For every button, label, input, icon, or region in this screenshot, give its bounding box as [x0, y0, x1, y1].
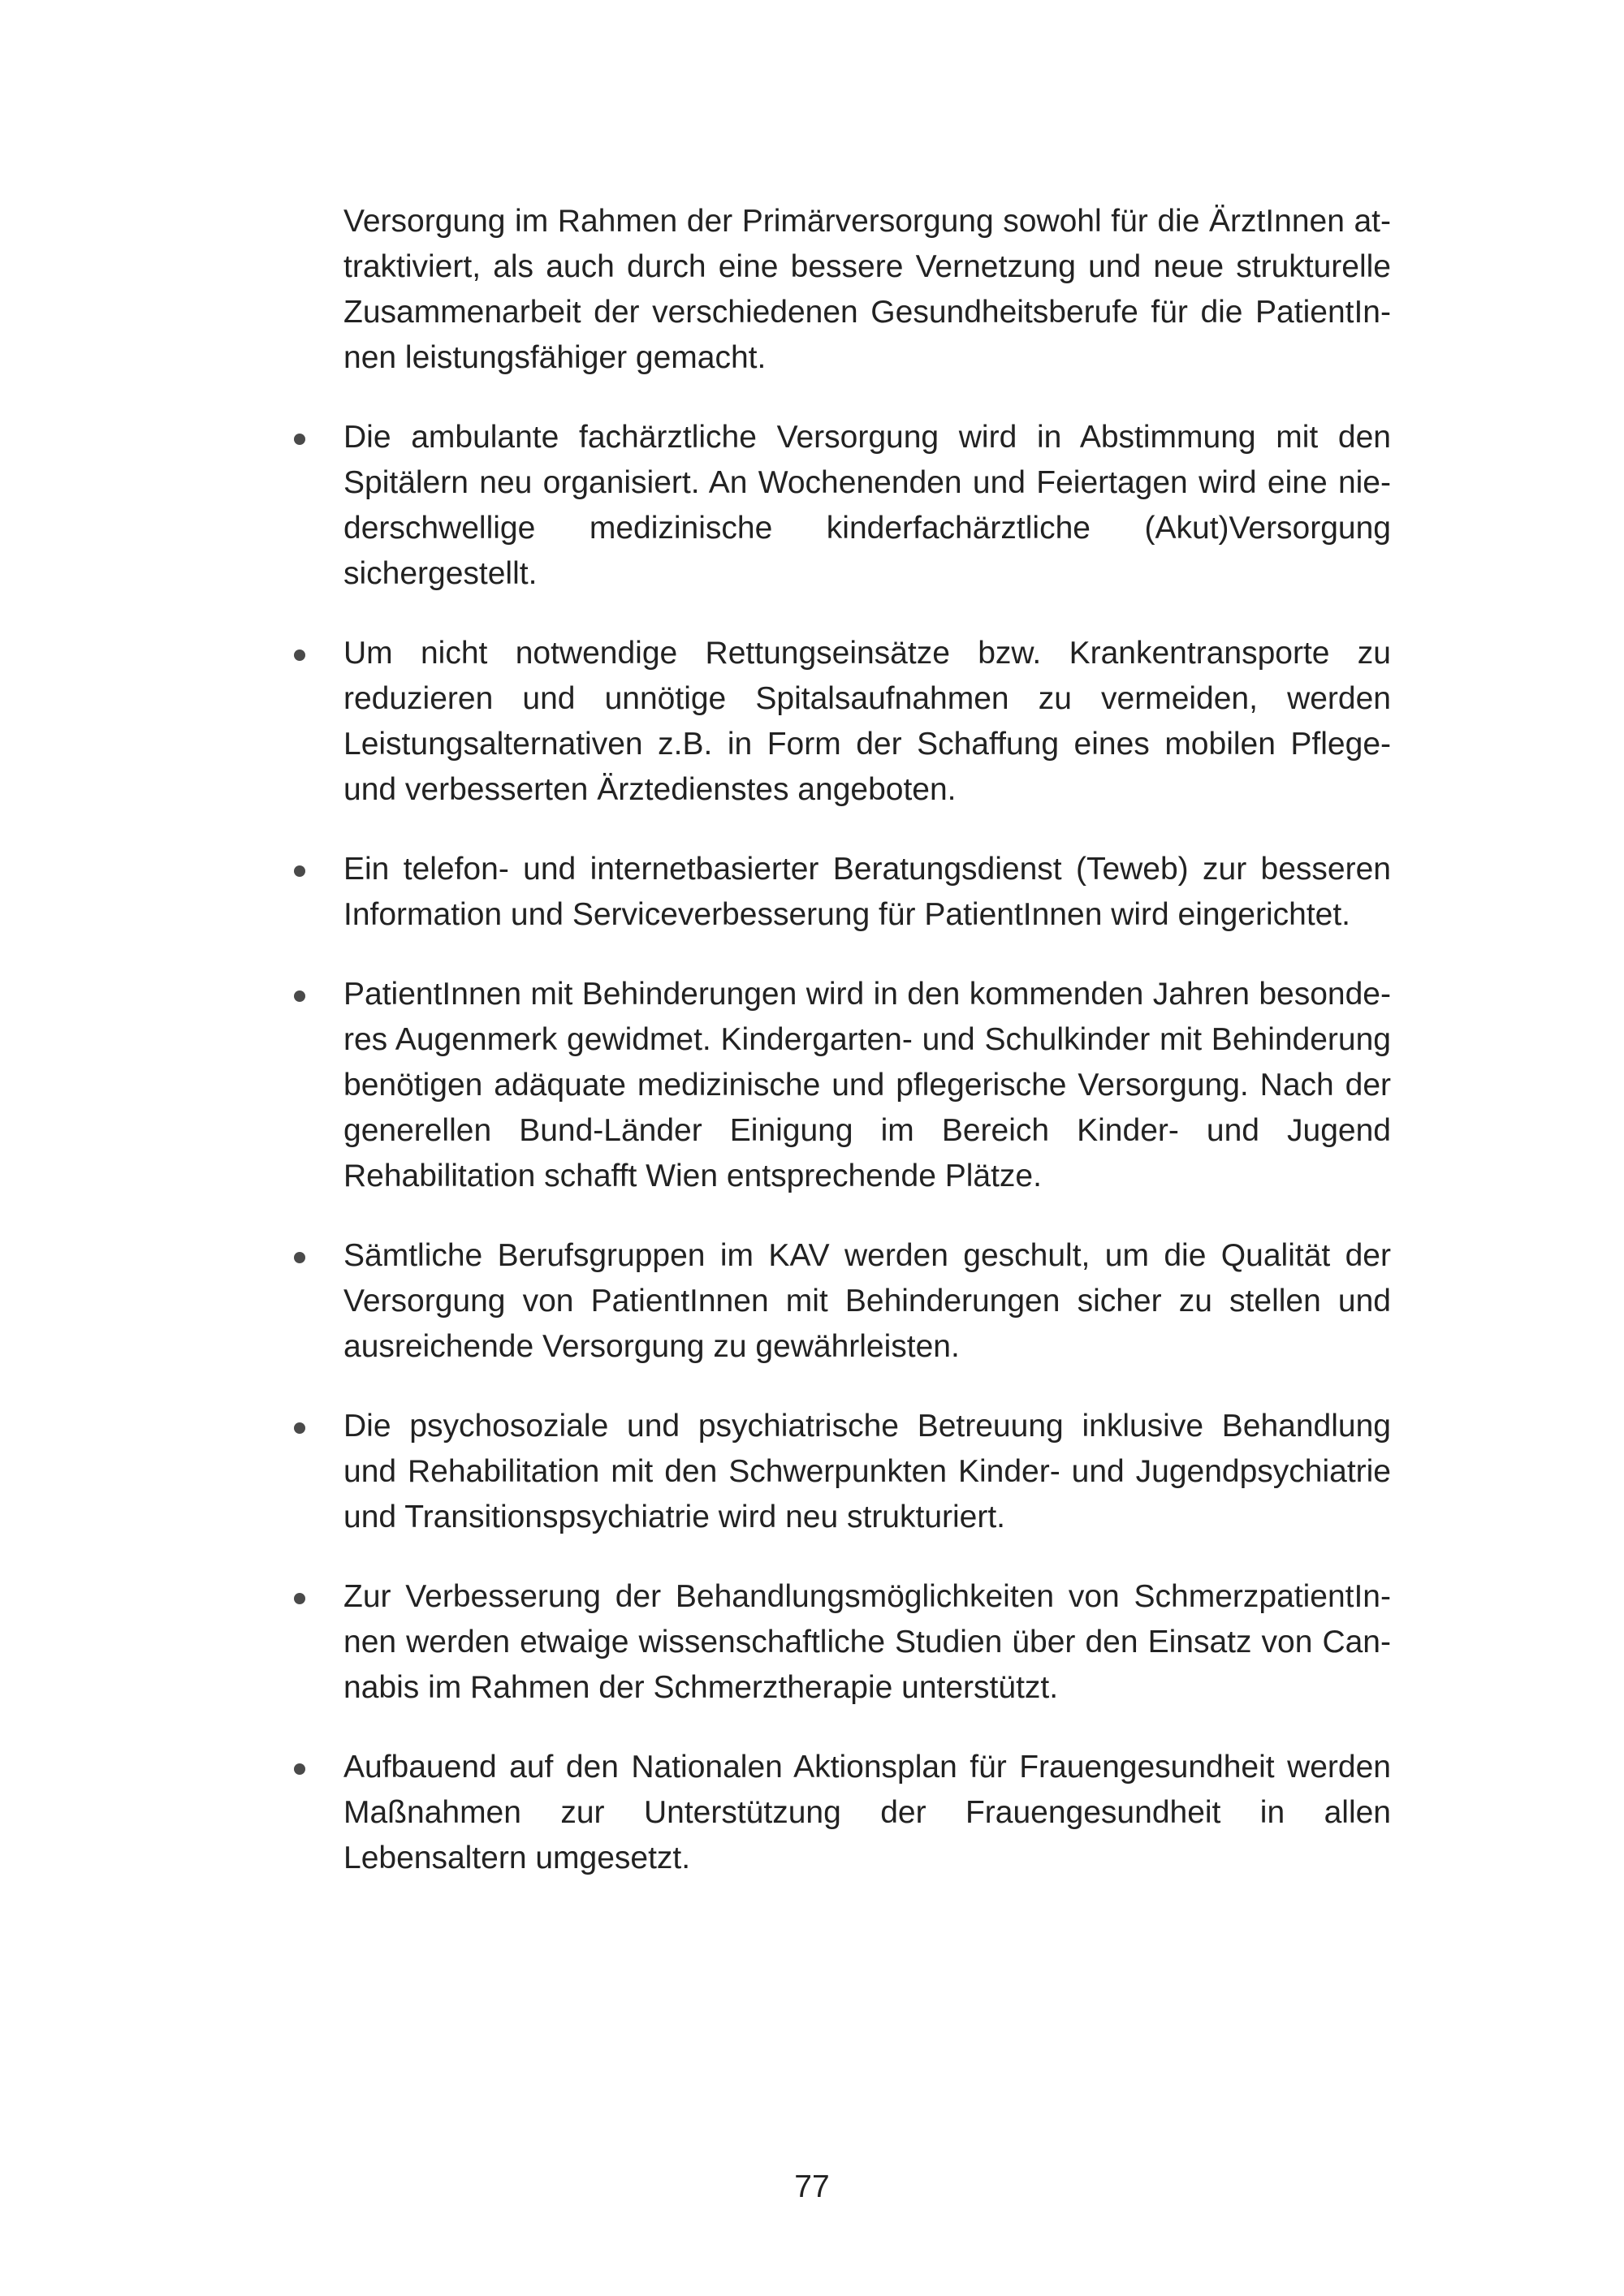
bullet-list: [343, 415, 1391, 1881]
list-item-text: Sämtliche Berufsgruppen im KAV werden geschult, um die Qualität der Versorgung von PatientInnen mit Behinderungen sicher zu stellen und ausreichende Versorgung zu gewährleisten.: [343, 1238, 1391, 1364]
list-item-text: Die psychosoziale und psychiatrische Betreuung inklusive Behandlung und Rehabilitation mit den Schwerpunkten Kinder- und Jugendpsychiatrie und Transitionspsychiatrie wird neu strukturiert.: [343, 1409, 1391, 1534]
bullet-icon: [294, 1593, 305, 1604]
list-item: [343, 631, 1391, 813]
bullet-icon: [294, 434, 305, 445]
list-item: [343, 415, 1391, 597]
list-item-text: Aufbauend auf den Nationalen Aktionsplan für Frauengesundheit werden Maßnahmen zur Unterstützung der Frauengesundheit in allen Lebensaltern umgesetzt.: [343, 1750, 1391, 1875]
list-item: [343, 1574, 1391, 1711]
list-item-text: PatientInnen mit Behinderungen wird in den kommenden Jahren besonderes Augenmerk gewidmet. Kindergarten- und Schulkinder mit Behinderung benötigen adäquate medizinische und pflegerische Versorgung. Nach der generellen Bund-Länder Einigung im Bereich Kinder- und Jugend Rehabilitation schafft Wien entsprechende Plätze.: [343, 977, 1391, 1193]
bullet-icon: [294, 1422, 305, 1434]
list-item: [343, 847, 1391, 938]
intro-paragraph: Versorgung im Rahmen der Primärversorgung sowohl für die ÄrztInnen attraktiviert, als auch durch eine bessere Vernetzung und neue strukturelle Zusammenarbeit der verschiedenen Gesundheitsberufe für die PatientInnen leistungsfähiger gemacht.: [343, 204, 1391, 375]
list-item: [343, 1745, 1391, 1881]
bullet-icon: [294, 1763, 305, 1775]
list-item: [343, 1404, 1391, 1540]
list-item-text: Die ambulante fachärztliche Versorgung wird in Abstimmung mit den Spitälern neu organisiert. An Wochenenden und Feiertagen wird eine niederschwellige medizinische kinderfachärztliche (Akut)Versorgung sichergestellt.: [343, 420, 1391, 591]
list-item-text: Zur Verbesserung der Behandlungsmöglichkeiten von SchmerzpatientInnen werden etwaige wissenschaftliche Studien über den Einsatz von Cannabis im Rahmen der Schmerztherapie unterstützt.: [343, 1579, 1391, 1705]
bullet-icon: [294, 865, 305, 877]
list-item: [343, 972, 1391, 1199]
list-item-text: Um nicht notwendige Rettungseinsätze bzw. Krankentransporte zu reduzieren und unnötige Spitalsaufnahmen zu vermeiden, werden Leistungsalternativen z.B. in Form der Schaffung eines mobilen Pflege- und verbesserten Ärztedienstes angeboten.: [343, 636, 1391, 807]
page-number: 77: [794, 2169, 830, 2204]
bullet-icon: [294, 1252, 305, 1263]
list-item: [343, 1233, 1391, 1370]
list-item-text: Ein telefon- und internetbasierter Beratungsdienst (Teweb) zur besseren Information und Serviceverbesserung für PatientInnen wird eingerichtet.: [343, 852, 1391, 932]
page-content: [343, 199, 1391, 1915]
bullet-icon: [294, 650, 305, 661]
bullet-icon: [294, 990, 305, 1002]
